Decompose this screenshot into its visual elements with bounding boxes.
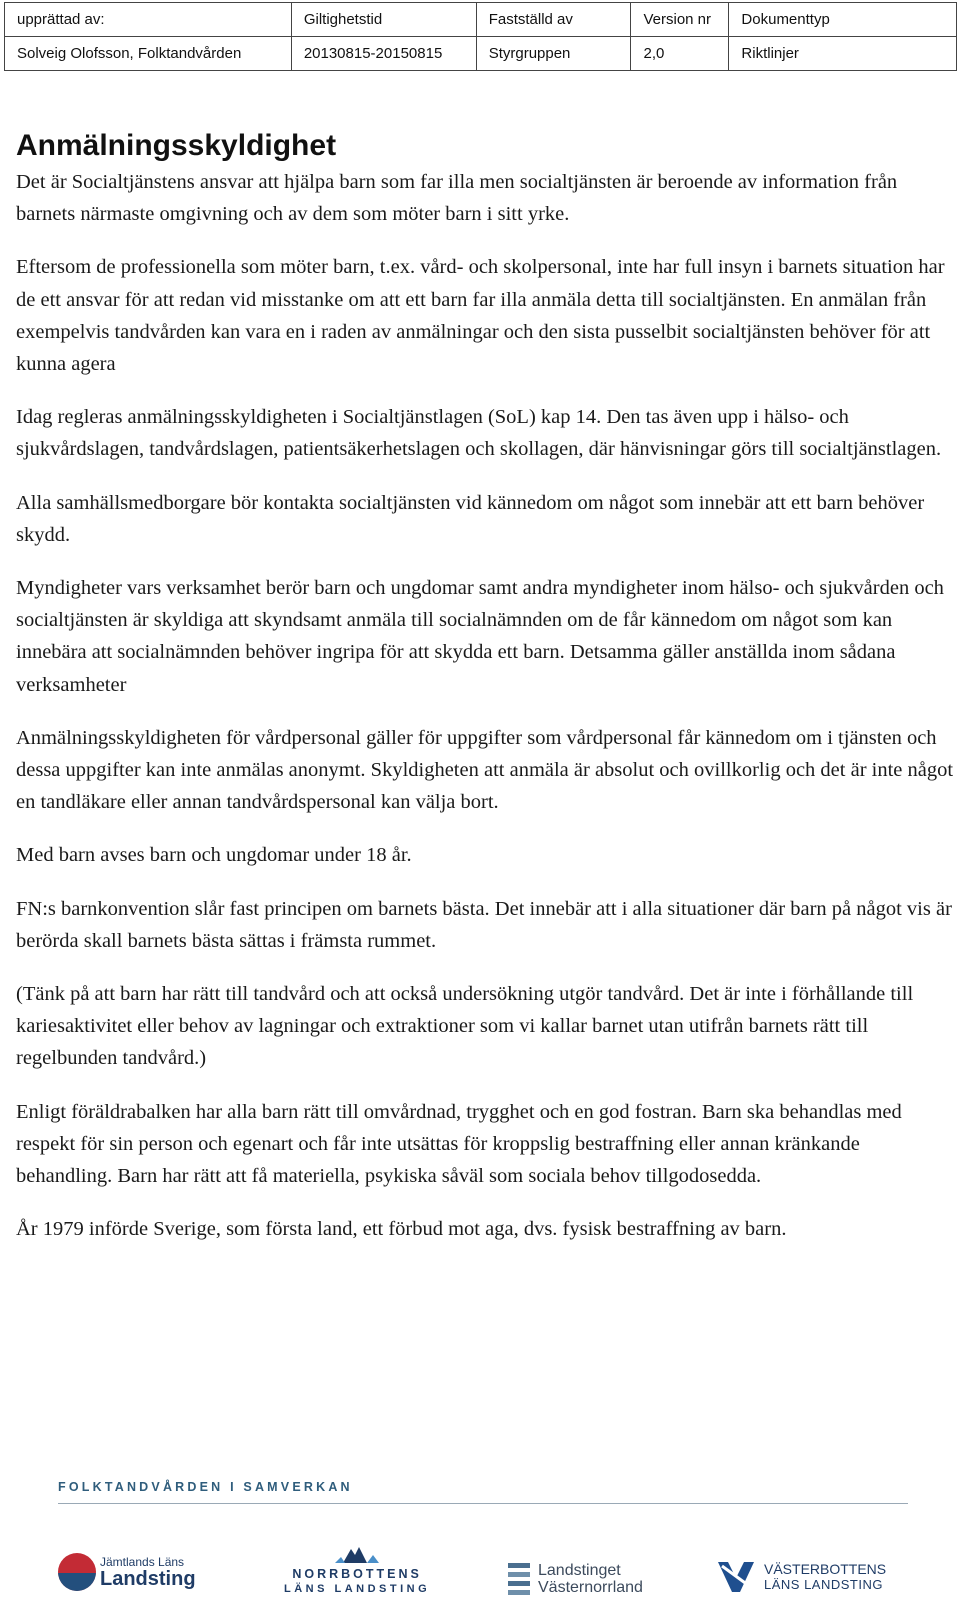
vasternorrland-emblem-icon	[508, 1563, 530, 1595]
document-meta-table	[4, 2, 957, 71]
paragraph: (Tänk på att barn har rätt till tandvård och att också undersökning utgör tandvård. Det är inte i förhållande till kariesaktivitet eller behov av lagningar och extraktioner som vi kallar barnet utan utifrån barnets rätt till regelbunden tandvård.)	[16, 983, 914, 1070]
logo-vasternorrland	[508, 1562, 643, 1596]
logo-norrbotten	[284, 1545, 430, 1596]
document-body	[16, 128, 954, 1266]
paragraph: Myndigheter vars verksamhet berör barn och ungdomar samt andra myndigheter inom hälso- och sjukvården och socialtjänsten är skyldiga att skyndsamt anmäla till socialnämnden om de får kännedom om något som kan innebära att socialnämnden behöver ingripa för att skydda ett barn. Detsamma gäller anställda inom sådana verksamheter	[16, 577, 944, 696]
logo-jamtland-line2: Landsting	[100, 1567, 196, 1590]
meta-label-doctype: Dokumenttyp	[729, 3, 957, 37]
logo-vasternorrland-line1: Landstinget	[538, 1562, 621, 1579]
paragraph: Det är Socialtjänstens ansvar att hjälpa barn som far illa men socialtjänsten är beroende av information från barnets närmaste omgivning och av dem som möter barn i sitt yrke.	[16, 171, 898, 226]
logo-vasterbotten-line2: LÄNS LANDSTING	[764, 1577, 883, 1592]
logo-norrbotten-line2: LÄNS LANDSTING	[284, 1583, 431, 1595]
logo-vasternorrland-line2: Västernorrland	[538, 1579, 643, 1596]
meta-label-approved-by: Fastställd av	[476, 3, 631, 37]
meta-value-validity: 20130815-20150815	[291, 37, 476, 71]
paragraph: Enligt föräldrabalken har alla barn rätt till omvårdnad, trygghet och en god fostran. Barn ska behandlas med respekt för sin person och egenart och får inte utsättas för kroppslig bestraffning eller annan kränkande behandling. Barn har rätt att få materiella, psykiska såväl som sociala behov tillgodosedda.	[16, 1100, 902, 1188]
logo-vasterbotten-line1: VÄSTERBOTTENS	[764, 1561, 887, 1577]
jamtland-emblem-icon	[58, 1553, 96, 1591]
paragraph: År 1979 införde Sverige, som första land, ett förbud mot aga, dvs. fysisk bestraffning av barn.	[16, 1218, 787, 1241]
paragraph: FN:s barnkonvention slår fast principen om barnets bästa. Det innebär att i alla situationer där barn på något vis är berörda skall barnets bästa sättas i främsta rummet.	[16, 897, 952, 952]
meta-value-version: 2,0	[631, 37, 729, 71]
footer-divider	[58, 1503, 908, 1504]
logo-jamtland-line1: Jämtlands Läns	[100, 1554, 185, 1569]
meta-label-version: Version nr	[631, 3, 729, 37]
logo-norrbotten-line1: NORRBOTTENS	[292, 1567, 422, 1581]
paragraph: Idag regleras anmälningsskyldigheten i Socialtjänstlagen (SoL) kap 14. Den tas även upp i hälso- och sjukvårdslagen, tandvårdslagen, patientsäkerhetslagen och skollagen, där hänvisningar görs till socialtjänstlagen.	[16, 406, 942, 461]
logo-jamtland	[58, 1553, 196, 1591]
paragraph: Anmälningsskyldigheten för vårdpersonal gäller för uppgifter som vårdpersonal får kännedom om i tjänsten och dessa uppgifter kan inte anmälas anonymt. Skyldigheten att anmäla är absolut och ovillkorlig och det är inte något en tandläkare eller annan tandvårdspersonal kan välja bort.	[16, 726, 954, 814]
vasterbotten-emblem-icon	[718, 1562, 754, 1592]
norrbotten-emblem-icon	[327, 1545, 387, 1565]
paragraph: Alla samhällsmedborgare bör kontakta socialtjänsten vid kännedom om något som innebär att ett barn behöver skydd.	[16, 491, 925, 546]
meta-value-row	[5, 37, 957, 71]
meta-label-author: upprättad av:	[5, 3, 292, 37]
paragraph: Med barn avses barn och ungdomar under 18 år.	[16, 844, 412, 867]
meta-header-row	[5, 3, 957, 37]
footer-title: FOLKTANDVÅRDEN I SAMVERKAN	[58, 1480, 353, 1494]
paragraph: Eftersom de professionella som möter barn, t.ex. vård- och skolpersonal, inte har full insyn i barnets situation har de ett ansvar för att redan vid misstanke om att ett barn far illa anmäla detta till socialtjänsten. En anmälan från exempelvis tandvården kan vara en i raden av anmälningar och den sista pusselbit socialtjänsten behöver för att kunna agera	[16, 256, 945, 376]
meta-value-doctype: Riktlinjer	[729, 37, 957, 71]
logo-vasterbotten	[718, 1562, 886, 1592]
footer	[58, 1480, 908, 1494]
meta-value-author: Solveig Olofsson, Folktandvården	[5, 37, 292, 71]
meta-value-approved-by: Styrgruppen	[476, 37, 631, 71]
document-title: Anmälningsskyldighet	[16, 129, 337, 162]
meta-label-validity: Giltighetstid	[291, 3, 476, 37]
